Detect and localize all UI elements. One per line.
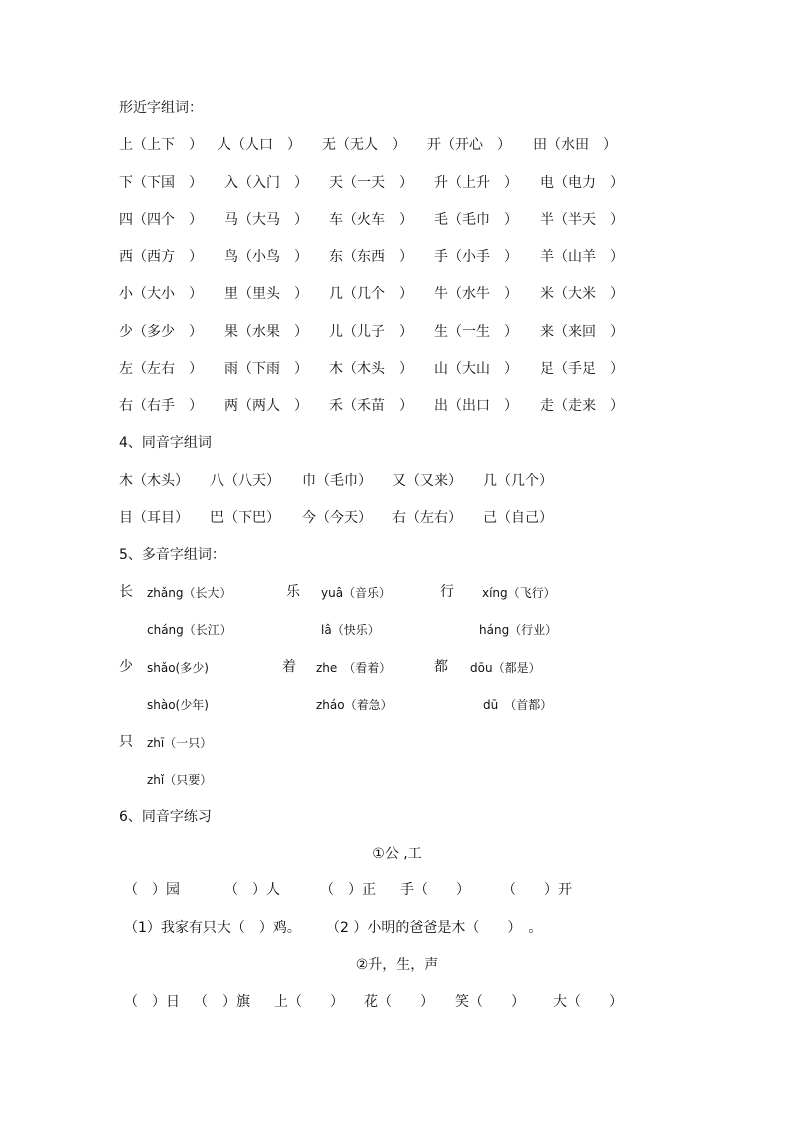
similar-cell: 里（里头 ） (224, 286, 308, 302)
homophone-cell: 巴（下巴） (210, 510, 280, 526)
similar-cell: 几（几个 ） (329, 286, 413, 302)
similar-cell: 羊（山羊 ） (540, 249, 624, 265)
similar-cell: 牛（水牛 ） (434, 286, 518, 302)
fill-blank[interactable]: 手（ ） (400, 882, 470, 898)
similar-cell: 四（四个 ） (119, 212, 203, 228)
similar-cell: 下（下国 ） (119, 175, 203, 191)
similar-cell: 米（大米 ） (540, 286, 624, 302)
polyphone-char: 少 (119, 659, 133, 675)
polyphone-char: 着 (282, 659, 296, 675)
homophone-cell: 巾（毛巾） (302, 473, 372, 489)
fill-blank[interactable]: 上（ ） (274, 994, 344, 1010)
similar-cell: 上（上下 ） (119, 137, 203, 153)
polyphone-reading: zhǎng（长大） (147, 586, 232, 600)
similar-cell: 鸟（小鸟 ） (224, 249, 308, 265)
similar-cell: 两（两人 ） (224, 398, 308, 414)
polyphone-reading: shǎo(多少) (147, 661, 209, 675)
homophone-cell: 木（木头） (119, 473, 189, 489)
polyphone-reading: háng（行业） (479, 623, 558, 637)
fill-blank[interactable]: （ ）园 (124, 882, 180, 898)
similar-cell: 儿（儿子 ） (329, 324, 413, 340)
practice-sentence[interactable]: （1）我家有只大（ ）鸡。 (124, 920, 301, 936)
similar-cell: 马（大马 ） (224, 212, 308, 228)
similar-cell: 果（水果 ） (224, 324, 308, 340)
similar-cell: 电（电力 ） (540, 175, 624, 191)
similar-cell: 开（开心 ） (427, 137, 511, 153)
similar-cell: 手（小手 ） (434, 249, 518, 265)
homophone-cell: 右（左右） (392, 510, 462, 526)
polyphone-reading: xíng（飞行） (482, 586, 556, 600)
similar-cell: 田（水田 ） (533, 137, 617, 153)
similar-cell: 车（火车 ） (329, 212, 413, 228)
similar-cell: 雨（下雨 ） (224, 361, 308, 377)
similar-cell: 无（无人 ） (322, 137, 406, 153)
practice-heading: 6、同音字练习 (119, 809, 212, 825)
similar-cell: 左（左右 ） (119, 361, 203, 377)
similar-cell: 生（一生 ） (434, 324, 518, 340)
fill-blank[interactable]: 大（ ） (553, 994, 623, 1010)
polyphone-reading: dōu（都是） (470, 661, 541, 675)
similar-cell: 走（走来 ） (540, 398, 624, 414)
polyphone-char: 只 (119, 734, 133, 750)
homophone-cell: 今（今天） (302, 510, 372, 526)
similar-cell: 足（手足 ） (540, 361, 624, 377)
homophone-cell: 几（几个） (483, 473, 553, 489)
homophone-heading: 4、同音字组词 (119, 435, 212, 451)
polyphone-reading: cháng（长江） (147, 623, 232, 637)
fill-blank[interactable]: （ ）旗 (194, 994, 250, 1010)
similar-cell: 来（来回 ） (540, 324, 624, 340)
polyphone-char: 乐 (286, 584, 300, 600)
similar-cell: 少（多少 ） (119, 324, 203, 340)
similar-cell: 西（西方 ） (119, 249, 203, 265)
homophone-cell: 目（耳目） (119, 510, 189, 526)
homophone-cell: 又（又来） (392, 473, 462, 489)
fill-blank[interactable]: （ ）开 (502, 882, 572, 898)
polyphone-reading: zháo（着急） (316, 698, 393, 712)
polyphone-reading: zhǐ（只要） (147, 773, 213, 787)
practice-ex2-title: ②升，生，声 (355, 957, 439, 973)
fill-blank[interactable]: （ ）日 (124, 994, 180, 1010)
similar-cell: 半（半天 ） (540, 212, 624, 228)
similar-cell: 出（出口 ） (434, 398, 518, 414)
polyphone-heading: 5、多音字组词： (119, 547, 226, 563)
polyphone-reading: shào(少年) (147, 698, 209, 712)
polyphone-reading: zhe （看着） (316, 661, 392, 675)
fill-blank[interactable]: （ ）人 (224, 882, 280, 898)
polyphone-char: 行 (440, 584, 454, 600)
similar-cell: 入（入门 ） (224, 175, 308, 191)
practice-ex1-title: ①公 ,工 (372, 846, 422, 862)
fill-blank[interactable]: （ ）正 (320, 882, 376, 898)
similar-cell: 毛（毛巾 ） (434, 212, 518, 228)
similar-cell: 人（人口 ） (217, 137, 301, 153)
polyphone-reading: lâ（快乐） (321, 623, 380, 637)
similar-cell: 木（木头 ） (329, 361, 413, 377)
similar-cell: 升（上升 ） (434, 175, 518, 191)
similar-cell: 天（一天 ） (329, 175, 413, 191)
similar-cell: 小（大小 ） (119, 286, 203, 302)
polyphone-char: 长 (119, 584, 133, 600)
similar-cell: 山（大山 ） (434, 361, 518, 377)
similar-heading: 形近字组词： (119, 100, 203, 116)
fill-blank[interactable]: 花（ ） (364, 994, 434, 1010)
polyphone-reading: dū （首都） (483, 698, 553, 712)
similar-cell: 东（东西 ） (329, 249, 413, 265)
polyphone-reading: zhī（一只） (147, 736, 213, 750)
fill-blank[interactable]: 笑（ ） (455, 994, 525, 1010)
similar-cell: 禾（禾苗 ） (329, 398, 413, 414)
homophone-cell: 己（自己） (483, 510, 553, 526)
similar-cell: 右（右手 ） (119, 398, 203, 414)
practice-sentence[interactable]: （2 ）小明的爸爸是木（ ） 。 (326, 920, 543, 936)
polyphone-char: 都 (434, 659, 448, 675)
homophone-cell: 八（八天） (210, 473, 280, 489)
polyphone-reading: yuâ（音乐） (321, 586, 392, 600)
